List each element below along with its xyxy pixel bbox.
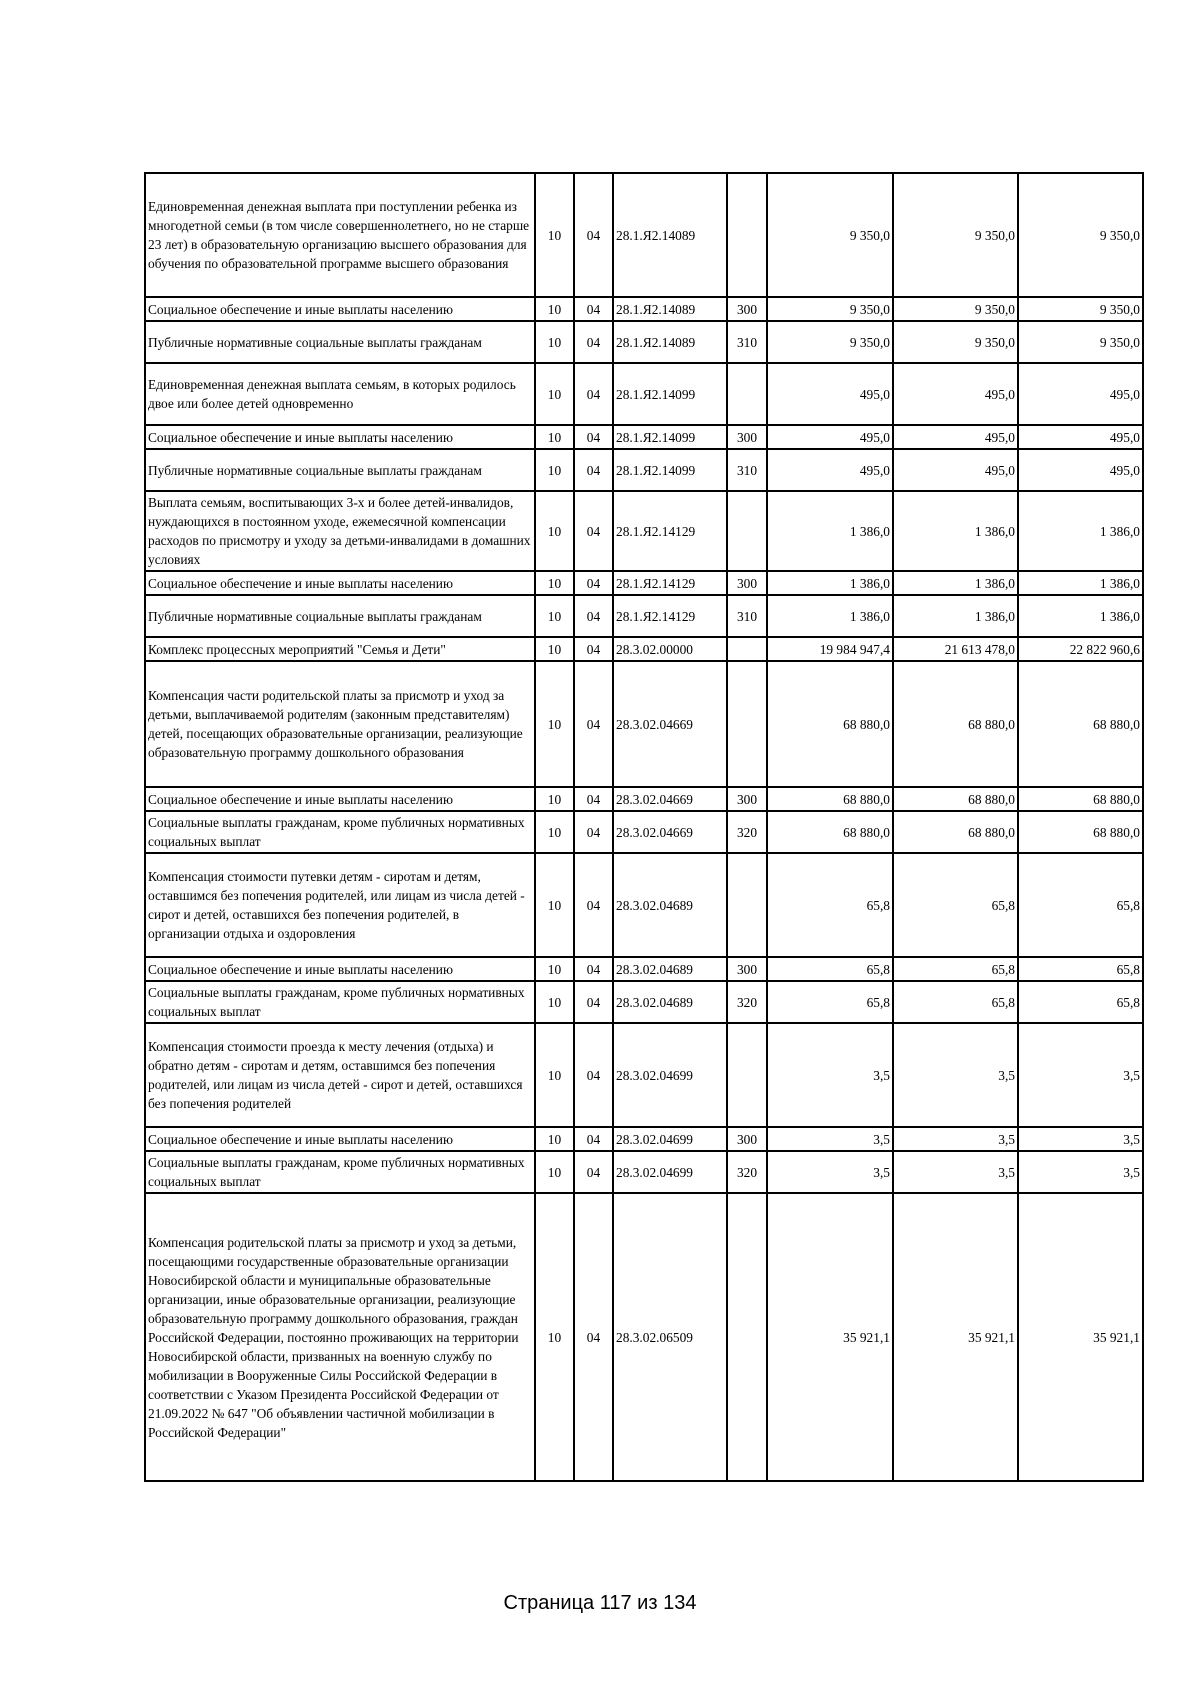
row-name: Социальное обеспечение и иные выплаты населению [145, 571, 535, 595]
row-expense-type [727, 1023, 767, 1127]
row-expense-type [727, 661, 767, 787]
row-target-code: 28.1.Я2.14089 [613, 173, 727, 297]
row-amount-year1: 9 350,0 [767, 297, 893, 321]
table-row [145, 637, 1143, 661]
row-section: 10 [535, 425, 574, 449]
row-subsection: 04 [574, 637, 613, 661]
row-amount-year2: 65,8 [893, 853, 1018, 957]
table-row [145, 661, 1143, 787]
row-expense-type: 310 [727, 449, 767, 491]
row-name: Социальные выплаты гражданам, кроме публичных нормативных социальных выплат [145, 1151, 535, 1193]
row-section: 10 [535, 571, 574, 595]
row-target-code: 28.1.Я2.14099 [613, 363, 727, 425]
row-subsection: 04 [574, 1023, 613, 1127]
row-amount-year2: 3,5 [893, 1023, 1018, 1127]
row-subsection: 04 [574, 449, 613, 491]
row-name: Социальное обеспечение и иные выплаты населению [145, 297, 535, 321]
row-subsection: 04 [574, 173, 613, 297]
row-target-code: 28.1.Я2.14129 [613, 595, 727, 637]
row-expense-type [727, 173, 767, 297]
row-expense-type [727, 1193, 767, 1481]
row-section: 10 [535, 449, 574, 491]
row-expense-type [727, 637, 767, 661]
row-expense-type: 300 [727, 1127, 767, 1151]
row-amount-year3: 65,8 [1018, 957, 1143, 981]
table-row [145, 449, 1143, 491]
row-expense-type: 300 [727, 571, 767, 595]
row-target-code: 28.1.Я2.14089 [613, 321, 727, 363]
row-amount-year2: 68 880,0 [893, 661, 1018, 787]
row-expense-type [727, 363, 767, 425]
row-amount-year1: 65,8 [767, 853, 893, 957]
row-name: Публичные нормативные социальные выплаты гражданам [145, 449, 535, 491]
row-target-code: 28.3.02.04669 [613, 661, 727, 787]
row-section: 10 [535, 811, 574, 853]
row-amount-year1: 3,5 [767, 1127, 893, 1151]
row-section: 10 [535, 661, 574, 787]
row-expense-type: 310 [727, 595, 767, 637]
row-name: Компенсация родительской платы за присмотр и уход за детьми, посещающими государственные образовательные организации Новосибирской области и муниципальные образовательные организации, иные образовательные организации, реализующие образовательную программу дошкольного образования, граждан Российской Федерации, постоянно проживающих на территории Новосибирской области, призванных на военную службу по мобилизации в Вооруженные Силы Российской Федерации в соответствии с Указом Президента Российской Федерации от 21.09.2022 № 647 "Об объявлении частичной мобилизации в Российской Федерации" [145, 1193, 535, 1481]
table-row [145, 981, 1143, 1023]
row-amount-year3: 9 350,0 [1018, 321, 1143, 363]
row-amount-year3: 3,5 [1018, 1023, 1143, 1127]
table-row [145, 853, 1143, 957]
row-target-code: 28.1.Я2.14099 [613, 425, 727, 449]
row-subsection: 04 [574, 425, 613, 449]
row-subsection: 04 [574, 1151, 613, 1193]
row-amount-year3: 9 350,0 [1018, 297, 1143, 321]
row-amount-year2: 35 921,1 [893, 1193, 1018, 1481]
row-amount-year1: 68 880,0 [767, 661, 893, 787]
row-section: 10 [535, 981, 574, 1023]
row-amount-year2: 1 386,0 [893, 571, 1018, 595]
row-amount-year2: 1 386,0 [893, 595, 1018, 637]
row-amount-year2: 9 350,0 [893, 173, 1018, 297]
row-amount-year2: 3,5 [893, 1151, 1018, 1193]
row-amount-year2: 65,8 [893, 957, 1018, 981]
row-subsection: 04 [574, 957, 613, 981]
table-row [145, 595, 1143, 637]
row-target-code: 28.3.02.04669 [613, 787, 727, 811]
row-amount-year1: 3,5 [767, 1023, 893, 1127]
row-section: 10 [535, 853, 574, 957]
row-amount-year3: 22 822 960,6 [1018, 637, 1143, 661]
row-target-code: 28.1.Я2.14129 [613, 571, 727, 595]
row-subsection: 04 [574, 853, 613, 957]
row-expense-type: 320 [727, 811, 767, 853]
row-target-code: 28.3.02.00000 [613, 637, 727, 661]
row-name: Выплата семьям, воспитывающих 3-х и более детей-инвалидов, нуждающихся в постоянном уходе, ежемесячной компенсации расходов по присмотру и уходу за детьми-инвалидами в домашних условиях [145, 491, 535, 571]
table-row [145, 1193, 1143, 1481]
row-subsection: 04 [574, 661, 613, 787]
table-row [145, 173, 1143, 297]
row-section: 10 [535, 637, 574, 661]
row-amount-year1: 9 350,0 [767, 173, 893, 297]
row-amount-year2: 495,0 [893, 363, 1018, 425]
row-subsection: 04 [574, 363, 613, 425]
row-target-code: 28.3.02.04689 [613, 853, 727, 957]
row-amount-year2: 1 386,0 [893, 491, 1018, 571]
row-subsection: 04 [574, 571, 613, 595]
row-amount-year3: 35 921,1 [1018, 1193, 1143, 1481]
row-amount-year1: 9 350,0 [767, 321, 893, 363]
row-target-code: 28.1.Я2.14099 [613, 449, 727, 491]
row-name: Социальные выплаты гражданам, кроме публичных нормативных социальных выплат [145, 811, 535, 853]
row-target-code: 28.3.02.04689 [613, 981, 727, 1023]
row-subsection: 04 [574, 1127, 613, 1151]
row-expense-type [727, 853, 767, 957]
row-amount-year3: 495,0 [1018, 363, 1143, 425]
row-section: 10 [535, 173, 574, 297]
row-section: 10 [535, 787, 574, 811]
table-row [145, 787, 1143, 811]
row-name: Единовременная денежная выплата семьям, в которых родилось двое или более детей одновременно [145, 363, 535, 425]
row-name: Единовременная денежная выплата при поступлении ребенка из многодетной семьи (в том числе совершеннолетнего, но не старше 23 лет) в образовательную организацию высшего образования для обучения по образовательной программе высшего образования [145, 173, 535, 297]
table-row [145, 811, 1143, 853]
row-amount-year1: 65,8 [767, 957, 893, 981]
row-amount-year3: 65,8 [1018, 853, 1143, 957]
row-subsection: 04 [574, 297, 613, 321]
row-expense-type: 300 [727, 297, 767, 321]
row-expense-type [727, 491, 767, 571]
row-subsection: 04 [574, 321, 613, 363]
row-subsection: 04 [574, 981, 613, 1023]
row-target-code: 28.3.02.04699 [613, 1127, 727, 1151]
row-section: 10 [535, 321, 574, 363]
page-number-footer: Страница 117 из 134 [503, 1592, 697, 1614]
row-target-code: 28.3.02.04699 [613, 1023, 727, 1127]
row-section: 10 [535, 957, 574, 981]
row-name: Социальные выплаты гражданам, кроме публичных нормативных социальных выплат [145, 981, 535, 1023]
table-row [145, 1023, 1143, 1127]
row-amount-year3: 495,0 [1018, 449, 1143, 491]
row-name: Социальное обеспечение и иные выплаты населению [145, 425, 535, 449]
row-name: Социальное обеспечение и иные выплаты населению [145, 1127, 535, 1151]
row-expense-type: 300 [727, 425, 767, 449]
table-row [145, 957, 1143, 981]
row-amount-year2: 495,0 [893, 449, 1018, 491]
row-section: 10 [535, 1023, 574, 1127]
table-row [145, 297, 1143, 321]
row-amount-year1: 19 984 947,4 [767, 637, 893, 661]
row-target-code: 28.3.02.04669 [613, 811, 727, 853]
row-amount-year3: 68 880,0 [1018, 811, 1143, 853]
row-amount-year1: 1 386,0 [767, 595, 893, 637]
row-amount-year1: 3,5 [767, 1151, 893, 1193]
table-row [145, 571, 1143, 595]
row-name: Компенсация части родительской платы за присмотр и уход за детьми, выплачиваемой родителям (законным представителям) детей, посещающих образовательные организации, реализующие образовательную программу дошкольного образования [145, 661, 535, 787]
row-target-code: 28.3.02.06509 [613, 1193, 727, 1481]
row-name: Компенсация стоимости путевки детям - сиротам и детям, оставшимся без попечения родителей, или лицам из числа детей - сирот и детей, оставшихся без попечения родителей, в организации отдыха и оздоровления [145, 853, 535, 957]
row-amount-year1: 65,8 [767, 981, 893, 1023]
row-section: 10 [535, 297, 574, 321]
row-name: Компенсация стоимости проезда к месту лечения (отдыха) и обратно детям - сиротам и детям, оставшимся без попечения родителей, или лицам из числа детей - сирот и детей, оставшихся без попечения родителей [145, 1023, 535, 1127]
row-amount-year2: 21 613 478,0 [893, 637, 1018, 661]
row-expense-type: 320 [727, 1151, 767, 1193]
row-amount-year3: 68 880,0 [1018, 661, 1143, 787]
row-name: Социальное обеспечение и иные выплаты населению [145, 957, 535, 981]
row-amount-year3: 65,8 [1018, 981, 1143, 1023]
row-name: Публичные нормативные социальные выплаты гражданам [145, 595, 535, 637]
row-name: Публичные нормативные социальные выплаты гражданам [145, 321, 535, 363]
row-amount-year3: 1 386,0 [1018, 595, 1143, 637]
row-name: Социальное обеспечение и иные выплаты населению [145, 787, 535, 811]
row-amount-year1: 495,0 [767, 425, 893, 449]
row-target-code: 28.1.Я2.14129 [613, 491, 727, 571]
table-row [145, 491, 1143, 571]
table-row [145, 425, 1143, 449]
row-section: 10 [535, 491, 574, 571]
row-expense-type: 320 [727, 981, 767, 1023]
row-amount-year3: 9 350,0 [1018, 173, 1143, 297]
row-name: Комплекс процессных мероприятий "Семья и Дети" [145, 637, 535, 661]
row-amount-year1: 68 880,0 [767, 787, 893, 811]
table-row [145, 363, 1143, 425]
row-section: 10 [535, 363, 574, 425]
row-subsection: 04 [574, 491, 613, 571]
row-amount-year2: 68 880,0 [893, 811, 1018, 853]
budget-table [144, 172, 1144, 1482]
row-target-code: 28.3.02.04689 [613, 957, 727, 981]
row-amount-year1: 495,0 [767, 363, 893, 425]
row-subsection: 04 [574, 787, 613, 811]
row-amount-year3: 495,0 [1018, 425, 1143, 449]
row-amount-year1: 495,0 [767, 449, 893, 491]
row-amount-year2: 9 350,0 [893, 297, 1018, 321]
row-amount-year1: 35 921,1 [767, 1193, 893, 1481]
row-target-code: 28.1.Я2.14089 [613, 297, 727, 321]
row-amount-year3: 68 880,0 [1018, 787, 1143, 811]
table-row [145, 1151, 1143, 1193]
row-section: 10 [535, 1193, 574, 1481]
row-subsection: 04 [574, 1193, 613, 1481]
row-amount-year3: 1 386,0 [1018, 491, 1143, 571]
row-amount-year3: 3,5 [1018, 1151, 1143, 1193]
table-row [145, 1127, 1143, 1151]
row-subsection: 04 [574, 595, 613, 637]
row-section: 10 [535, 1127, 574, 1151]
row-expense-type: 300 [727, 787, 767, 811]
row-expense-type: 310 [727, 321, 767, 363]
row-section: 10 [535, 595, 574, 637]
row-amount-year1: 68 880,0 [767, 811, 893, 853]
row-amount-year3: 3,5 [1018, 1127, 1143, 1151]
row-target-code: 28.3.02.04699 [613, 1151, 727, 1193]
table-row [145, 321, 1143, 363]
row-expense-type: 300 [727, 957, 767, 981]
row-section: 10 [535, 1151, 574, 1193]
row-amount-year1: 1 386,0 [767, 491, 893, 571]
row-amount-year2: 65,8 [893, 981, 1018, 1023]
row-subsection: 04 [574, 811, 613, 853]
row-amount-year3: 1 386,0 [1018, 571, 1143, 595]
row-amount-year2: 68 880,0 [893, 787, 1018, 811]
row-amount-year2: 9 350,0 [893, 321, 1018, 363]
row-amount-year1: 1 386,0 [767, 571, 893, 595]
row-amount-year2: 495,0 [893, 425, 1018, 449]
row-amount-year2: 3,5 [893, 1127, 1018, 1151]
